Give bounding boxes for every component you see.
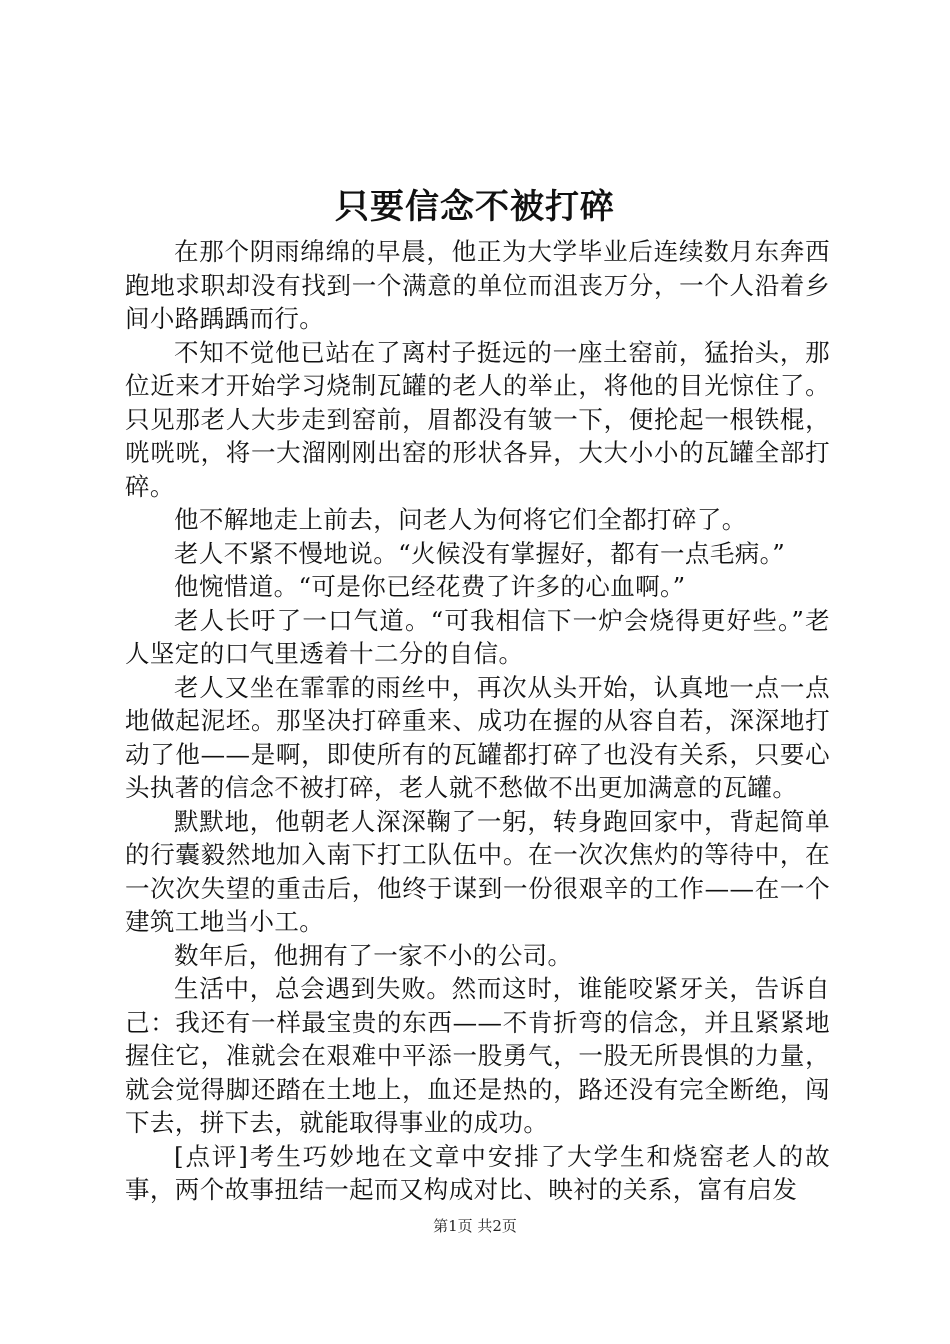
paragraph: 老人长吁了一口气道。“可我相信下一炉会烧得更好些。”老人坚定的口气里透着十二分的自信。 — [125, 605, 830, 668]
paragraph: [点评]考生巧妙地在文章中安排了大学生和烧窑老人的故事，两个故事扭结一起而又构成对比、映衬的关系，富有启发 — [125, 1141, 830, 1204]
paragraph: 生活中，总会遇到失败。然而这时，谁能咬紧牙关，告诉自己：我还有一样最宝贵的东西——不肯折弯的信念，并且紧紧地握住它，准就会在艰难中平添一股勇气，一股无所畏惧的力量，就会觉得脚还踏在土地上，血还是热的，路还没有完全断绝，闯下去，拼下去，就能取得事业的成功。 — [125, 974, 830, 1137]
paragraph: 老人不紧不慢地说。“火候没有掌握好，都有一点毛病。” — [174, 538, 786, 568]
paragraph: 老人又坐在霏霏的雨丝中，再次从头开始，认真地一点一点地做起泥坯。那坚决打碎重来、成功在握的从容自若，深深地打动了他——是啊，即使所有的瓦罐都打碎了也没有关系，只要心头执著的信念不被打碎，老人就不愁做不出更加满意的瓦罐。 — [125, 672, 830, 802]
paragraph: 不知不觉他已站在了离村子挺远的一座土窑前，猛抬头，那位近来才开始学习烧制瓦罐的老人的举止，将他的目光惊住了。只见那老人大步走到窑前，眉都没有皱一下，便抡起一根铁棍，咣咣咣，将一大溜刚刚出窑的形状各异，大大小小的瓦罐全部打碎。 — [125, 337, 830, 501]
page-number-footer: 第1页 共2页 — [433, 1217, 517, 1235]
paragraph: 默默地，他朝老人深深鞠了一躬，转身跑回家中，背起简单的行囊毅然地加入南下打工队伍中。在一次次焦灼的等待中，在一次次失望的重击后，他终于谋到一份很艰辛的工作——在一个建筑工地当小工。 — [125, 806, 830, 936]
paragraph: 数年后，他拥有了一家不小的公司。 — [174, 940, 573, 970]
paragraph: 在那个阴雨绵绵的早晨，他正为大学毕业后连续数月东奔西跑地求职却没有找到一个满意的单位而沮丧万分，一个人沿着乡间小路踽踽而行。 — [125, 237, 830, 333]
document-title: 只要信念不被打碎 — [335, 187, 615, 227]
document-body — [125, 235, 830, 1207]
paragraph: 他惋惜道。“可是你已经花费了许多的心血啊。” — [174, 572, 686, 601]
paragraph: 他不解地走上前去，问老人为何将它们全都打碎了。 — [174, 505, 747, 534]
